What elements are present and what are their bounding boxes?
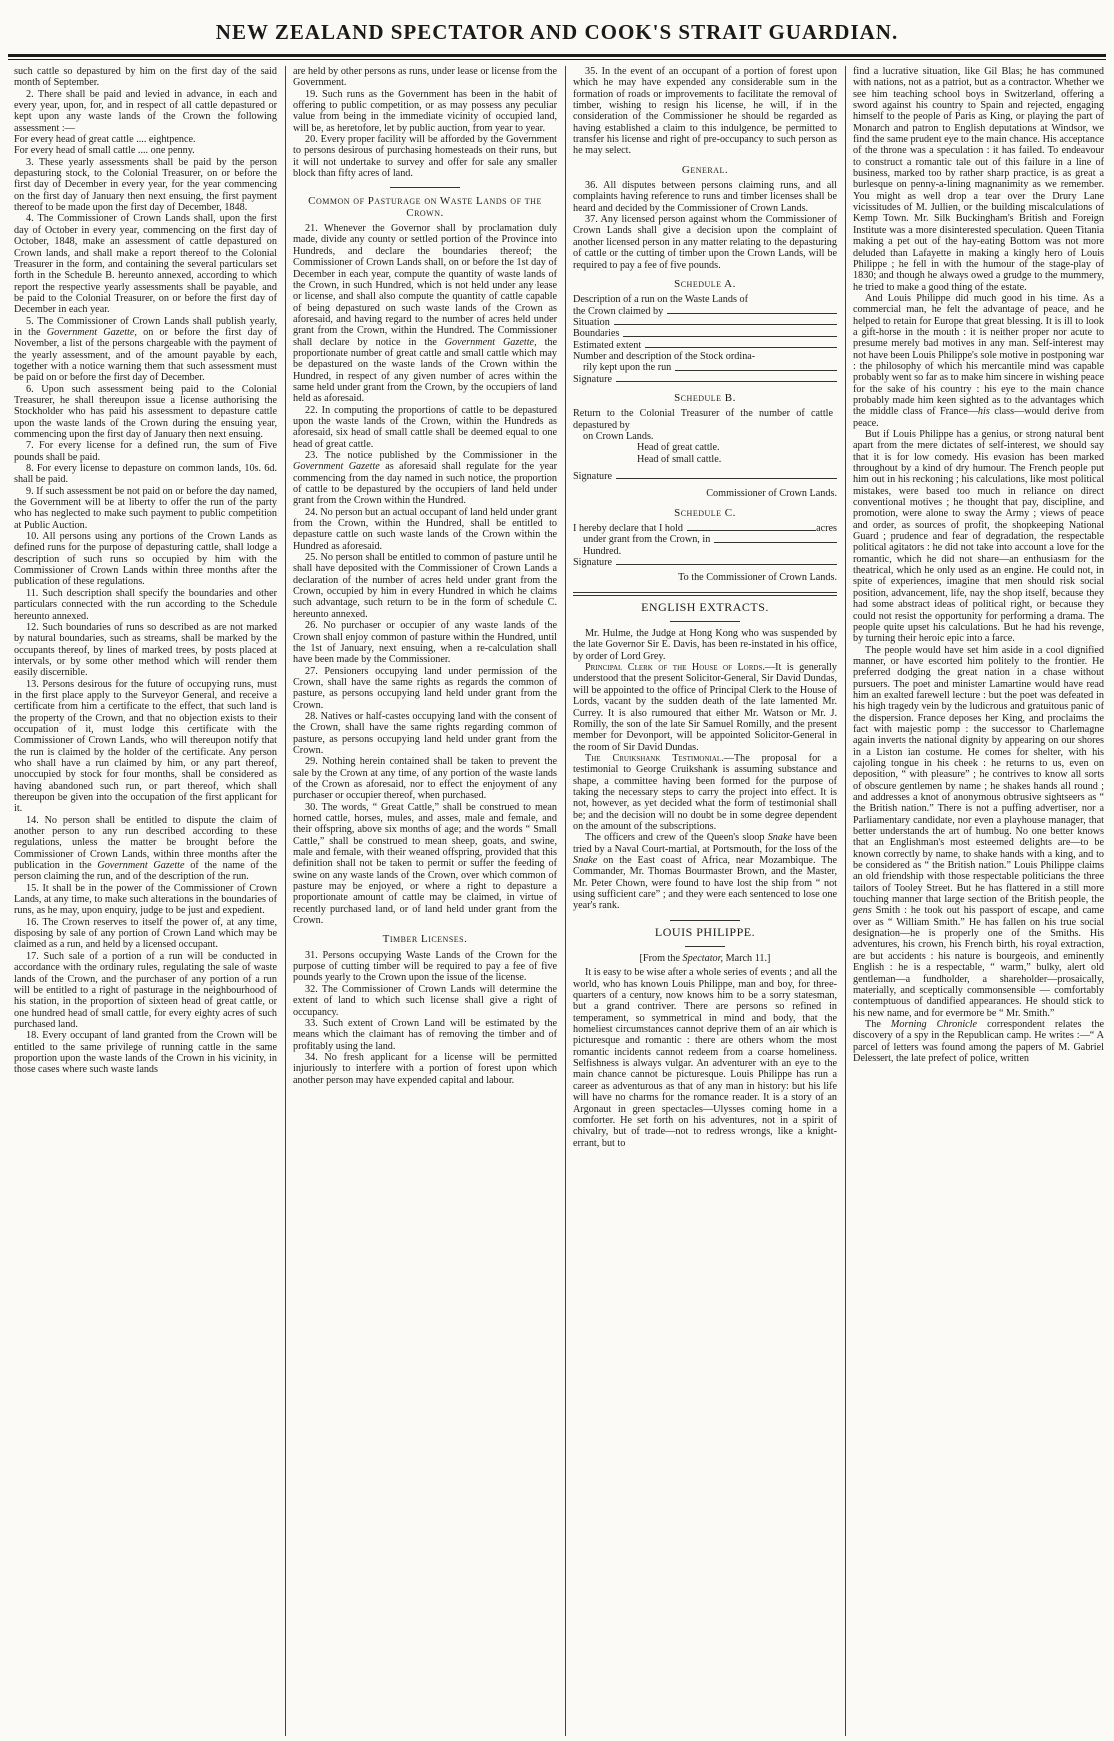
form-line [573,294,837,305]
form-label: Signature [573,373,613,385]
columns [14,66,1104,1736]
form-text: Hundred. [583,545,622,557]
masthead-rule-thick [8,54,1106,57]
form-text: on Crown Lands. [583,430,654,442]
section-heading: Timber Licenses. [382,933,468,946]
text: Smith : he took out his passport of escape, and came over as “ William Smith.” He has fallen on his true social designation—he is properly one of the Smiths. His adventures, his crown, his French birth, his royal extraction, are but accidents : his nature is bourgeois, and eminently English : he is a respectable, “ warm,” bulky, alert old gentleman—a fundholder, a shareholder—prosaically, materially, and sceptically commonsensible — comfortably contemptuous of dandified appearances. He should stick to his new name, and for evermore be “ Mr. Smith.” [853,905,1104,1019]
text: The officers and crew of the Queen's sloop [585,832,765,844]
form-text: Commissioner of Crown Lands. [706,488,837,500]
paragraph: 32. The Commissioner of Crown Lands will determine the extent of land to which such license shall give a right of occupancy. [293,983,557,1018]
paragraph: 31. Persons occupying Waste Lands of the Crown for the purpose of cutting timber will be required to pay a fee of five pounds yearly to the Crown upon the issue of the license. [293,949,557,984]
section-rule [670,920,740,921]
form-label: Signature [573,471,613,482]
column-1 [14,66,277,1736]
text: The people would have set him aside in a cool dignified manner, or have escorted him politely to the frontier. He preferred dodging the great nation in a chase without pursuers. The poet and minister Lamartine would have read him an exalted farewell lecture : but the poet was defeated in his high tragedy vein by the ludicrous and gratuitous panic of the dispersion. France deposes her King, and proclaims the fact with majestic pomp : the successor to Charlemagne again inverts the national dignity by appearing on our shores in a Liston ian costume. He comes for shelter, with his cajoling tongue in his cheek : he returns to us, even on deposition, “ with pleasure” ; he contrives to know all sorts of obscure gentlemen by name ; he shakes hands all round ; and addresses a knot of anonymous obtrusive sightseers as “ the British nation.” There is not a puffing advertiser, nor a Parliamentary candidate, nor even a playhouse manager, that better understands the art of humbug. No one better knows that an Englishman's most esteemed delights are—to be known correctly by name, to shake hands with a king, and to be considered as “ the British nation.” Louis Philippe claims an old friendship with those respectable politicians the three tailors of Tooley Street. But he has flattered in a still more touching manner that large section of the British people, the [853,644,1104,906]
paragraph: 2. There shall be paid and levied in advance, in each and every year, upon, for, and in respect of all cattle depastured or kept upon any waste lands of the Crown the following assessment :— [14,88,277,134]
paragraph [573,753,837,832]
form-label: Signature [573,557,613,569]
form-line [573,523,837,534]
paragraph: 6. Upon such assessment being paid to the Colonial Treasurer, he shall thereupon issue a license authorising the Stockholder who has paid his assessment to depasture cattle upon the waste lands of the Crown during the ensuing year, commencing upon the first day of January then next ensuing. [14,383,277,440]
form-line [573,408,837,431]
text: of the name of the person claiming the run, and of the description of the run. [14,860,277,883]
form-label: Return to the Colonial Treasurer of the number of cattle depastured by [573,408,833,431]
english-extracts-heading: ENGLISH EXTRACTS. [641,599,769,614]
text: as aforesaid shall regulate for the year commencing from the day named in such notice, the proportion of cattle to be depastured by the occupiers of land held under grant from the Crown within the Hundred. [293,461,557,507]
paragraph: 35. In the event of an occupant of a portion of forest upon which he may have expended any considerable sum in the formation of roads or improvements to facilitate the removal of timber, wishing to resign his license, he will, if in the consideration of the Commissioner he should be regarded as having established a claim to this indulgence, be permitted to transfer his license and right of pre-occupancy to such person as he may select. [573,66,837,157]
form-label: Description of a run on the Waste Lands of [573,294,748,306]
text: 14. No person shall be entitled to dispute the claim of another person to any run described according to these regulations, unless the matter be brought before the Commissioner of Crown Lands, within three months after the publication in the [14,814,277,872]
text: the proportionate number of great cattle and small cattle which may be depastured on the waste lands of the Crown within the Hundred, in respect of any given number of acres within the same held under grant from the Crown, by the occupiers of land held as aforesaid. [293,336,557,405]
paragraph: 16. The Crown reserves to itself the power of, at any time, disposing by sale of any portion of Crown Land which may be claimed as a run, and held by a licensed occupant. [14,916,277,951]
text: on the East coast of Africa, near Mozambique. The Commander, Mr. Thomas Bourmaster Brown, and the Master, Mr. Peter Chown, were found to have lost the ship from “ not using sufficient care” ; and they were each sentenced to lose one year's rank. [573,854,837,912]
form-line [573,328,837,339]
paragraph: find a lucrative situation, like Gil Blas; he has communed with nations, not as a patriot, but as a contractor. Whether we see him teaching school boys in Switzerland, offering a sword against his country to Spain and rejected, engaging himself to the people of Paris as King, or playing the part of Monarch and patron to English deputations at Windsor, we find the same prudent eye to the main chance. His acceptance of the throne was a speculation : it has failed. To endeavour to construct a romantic tale out of this failure in a line of business, marked too by rather sharp practice, is as great a burlesque on penny-a-lining magnanimity as we remember. You might as well drop a tear over the Drury Lane vicissitudes of M. Jullien, or the building miscalculations of Kemp Town. Mr. Silk Buckingham's British and Foreign Institute was a more disinterested speculation. Queen Titania making a pet out of the hay-eating Bottom was not more deluded than Lafayette in making a kingly hero of Louis Philippe ; he fell in with the humour of the stage-play of 1830; and though he always owed a grudge to the mummery, he tried to make a good thing of the estate. [853,66,1104,293]
paragraph: 15. It shall be in the power of the Commissioner of Crown Lands, at any time, to make such alterations in the boundaries of runs, as he may, upon enquiry, judge to be just and expedient. [14,882,277,917]
form-blank [645,340,837,348]
form-label: Boundaries [573,328,620,340]
paragraph [853,1019,1104,1064]
form-blank [616,557,837,565]
form-line [573,351,837,362]
text: correspondent relates the discovery of a spy in the Republican camp. He writes :—“ A parcel of letters was found among the papers of M. Gabriel Delessert, the late prefect of police, written [853,1018,1104,1064]
gazette-title: Government Gazette [97,860,185,872]
paragraph: 25. No person shall be entitled to common of pasture until he shall have deposited with the Commissioner of Crown Lands a declaration of the number of acres held under grant from the Crown, occupied by him in every Hundred in which he claims such advantage, such return to be in the form of schedule C. hereunto annexed. [293,552,557,620]
newspaper-title: NEW ZEALAND SPECTATOR AND COOK'S STRAIT GUARDIAN. [215,20,899,44]
paragraph [293,223,557,405]
paragraph: 4. The Commissioner of Crown Lands shall, upon the first day of October in every year, commencing on the first day of October, 1848, make an assessment of cattle depastured on Crown lands, and shall make a report thereof to the Colonial Treasurer in the form, and containing the several particulars set forth in the Schedule B. hereunto annexed, according to which report the respective yearly assessments shall be payable, and be paid to the Colonial Treasurer, on or before the first day of December in each year. [14,213,277,316]
form-blank [614,317,837,325]
form-label: acres [816,523,837,535]
schedule-a-heading: Schedule A. [674,277,736,290]
paragraph: 27. Pensioners occupying land under permission of the Crown, shall have the same rights as regards the common of pasture, as persons occupying land held under grant from the Crown. [293,665,557,711]
source-line [573,953,837,964]
form-line [573,340,837,351]
text: 21. Whenever the Governor shall by proclamation duly made, divide any county or settled portion of the Province into Hundreds, and declare the boundaries thereof; the Commissioner of Crown Lands shall, on or before the 1st day of December in each year, compute the quantity of waste lands of the Crown, in such Hundred, which is not held under any lease or license, and shall also compute the quantity of cattle capable of being depastured on such waste lands of the Crown as aforesaid, and having regard to the number of acres held under grant from the Crown, within the Hundred. The Commissioner shall declare by notice in the [293,223,557,348]
section-rule [685,946,725,947]
form-label: I hereby declare that I hold [573,523,684,535]
text: 5. The Commissioner of Crown Lands shall publish yearly, in the [14,315,277,338]
form-blank [616,471,837,479]
paragraph [853,645,1104,1019]
paragraph: are held by other persons as runs, under lease or license from the Government. [293,66,557,89]
louis-philippe-heading: LOUIS PHILIPPE. [654,924,756,939]
paragraph [14,316,277,384]
section-heading: Common of Pasturage on Waste Lands of the Crown. [308,195,542,219]
text: on or before the first day of November, a list of the persons chargeable with the payment of the yearly assessment, and of the amount payable by each, together with a notice warning them that such assessment must be paid on or before the first day of December. [14,326,277,384]
form-blank [616,374,837,382]
paragraph: But if Louis Philippe has a genius, or strong natural bent apart from the mere dictates of self-interest, we should say that it is for low comedy. His evasion has been marked throughout by a kind of dry humour. The French people put him out in his reckoning ; his calculations, like most political mistakes, were based too much in reliance on direct conventional motives ; he thought that pay, discipline, and promotion, were alone to sway the Army ; views of peace and order, as sources of profit, the shopkeeping National Guard ; prudence and fear of degradation, the respectable political agitators : he did not take into account a love for the romantic, which he did not share—an enthusiasm for the theatrical, which he only used as an engine. He could not, in spite of experiences, imagine that men should risk social position, advancement, life, nay the shop itself, because they had some abstract ideas of political right, or because they could not resist the opportunity for performing a drama. The people quite upset his calculations. But he had his revenge, by turning their heroic epic into a farce. [853,429,1104,645]
form-label: rily kept upon the run [583,362,672,374]
text: And Louis Philippe did much good in his time. As a commercial man, he felt the advantage of peace, and he helped to retain for Europe that great blessing. It is ill to look a gift-horse in the mouth : it is neither proper nor acute to presume merely bad motives in any man. Self-interest may not have been Louis Philippe's sole motive in postponing war : the philosophy of which his mercantile mind was capable probably went so far as to make him sincere in wishing peace for the sake of his country : his eye to the main chance probably made him keen sighted as to the advantages which the middle class of France— [853,292,1104,418]
paragraph: 18. Every occupant of land granted from the Crown will be entitled to the same privilege of running cattle in the same proportion upon the waste lands of the Crown in his vicinity, in those cases where such waste lands [14,1030,277,1076]
form-line [573,374,837,385]
run-in-head: The Cruikshank Testimonial. [585,752,724,764]
paragraph: 9. If such assessment be not paid on or before the day named, the Government will be at liberty to offer the run of the party who has neglected to make such payment to public competition at Public Auction. [14,485,277,531]
paragraph: 8. For every license to depasture on common lands, 10s. 6d. shall be paid. [14,463,277,486]
paragraph: 7. For every license for a defined run, the sum of Five pounds shall be paid. [14,440,277,463]
column-4 [853,66,1104,1736]
paragraph: 20. Every proper facility will be afforded by the Government to persons desirous of purchasing homesteads on their runs, but it will not undertake to survey and offer for sale any smaller block than fifty acres of land. [293,134,557,180]
form-line [573,306,837,317]
form-label: Situation [573,316,610,328]
paragraph: 11. Such description shall specify the boundaries and other particulars connected with the run according to the Schedule hereunto annexed. [14,587,277,622]
paragraph: 34. No fresh applicant for a license will be permitted injuriously to interfere with a portion of forest upon which another person may have expended capital and labour. [293,1051,557,1086]
paragraph: 22. In computing the proportions of cattle to be depastured upon the waste lands of the Crown, within the Hundreds as aforesaid, six head of small cattle shall be deemed equal to one head of great cattle. [293,404,557,450]
form-line [573,557,837,568]
form-text: To the Commissioner of Crown Lands. [678,572,837,584]
column-3 [573,66,837,1736]
masthead [0,0,1114,58]
schedule-b-heading: Schedule B. [674,391,736,404]
paragraph: 28. Natives or half-castes occupying land with the consent of the Crown, shall have the same rights regarding common of pasture, as persons occupying land held under grant from the Crown. [293,710,557,756]
emphasis: his [977,406,990,418]
paragraph: 36. All disputes between persons claiming runs, and all complaints having reference to runs and timber licenses shall be heard and decided by the Commissioner of Crown Lands. [573,180,837,214]
paragraph [14,815,277,883]
schedule-c-heading: Schedule C. [674,506,736,519]
gazette-title: Government Gazette [293,461,380,473]
paragraph: 37. Any licensed person against whom the Commissioner of Crown Lands shall give a decision upon the complaint of another licensed person in any matter relating to the depasturing of cattle or the cutting of timber upon the Crown Lands, will be required to pay a fee of five pounds. [573,214,837,271]
text: The [865,1018,881,1030]
paragraph: 3. These yearly assessments shall be paid by the person depasturing stock, to the Colonial Treasurer, on or before the first day of December in every year, for the year commencing on the first day of January then next ensuing, the first payment thereof to be made upon the first day of December, 1848. [14,156,277,214]
publication-name: Morning Chronicle [890,1018,978,1030]
form-blank [675,362,837,370]
ship-name: Snake [573,854,598,866]
form-line [573,362,837,373]
rate-line: For every head of great cattle .... eightpence. [14,134,196,146]
text: —It is generally understood that the present Solicitor-General, Sir David Dundas, will be appointed to the office of Principal Clerk to the House of Lords, vacant by the sudden death of the late lamented Mr. Currey. It is also rumoured that either Mr. Watson or Mr. J. Romilly, the son of the late Sir Samuel Romilly, and the present member for Devonport, will be appointed Solicitor-General in the room of Sir David Dundas. [573,662,837,753]
form-text: Head of small cattle. [637,453,722,465]
ship-name: Snake [767,832,793,844]
paragraph: 33. Such extent of Crown Land will be estimated by the means which the claimant has of removing the timber and of profitably using the land. [293,1017,557,1052]
paragraph: 12. Such boundaries of runs so described as are not marked by natural boundaries, such as streams, shall be marked by the occupants thereof, by lines of marked trees, by posts placed at intervals, or by some other method which will render them easily discernible. [14,621,277,679]
form-label: under grant from the Crown, in [583,534,711,546]
paragraph: 17. Such sale of a portion of a run will be conducted in accordance with the ordinary rules, regulating the sale of waste lands of the Crown, and the purchaser of any portion of a run will be entitled to a right of pasturage in the neighbourhood of his station, in the proportion of sixteen head of great cattle, or one hundred head of small cattle, for every eighty acres of such purchased land. [14,950,277,1030]
column-2 [293,66,557,1736]
form-text: Head of great cattle. [637,442,720,454]
paragraph [853,293,1104,429]
section-heading: General. [681,163,729,176]
form-blank [623,328,837,336]
paragraph: It is easy to be wise after a whole series of events ; and all the world, who has known Louis Philippe, man and boy, for three-quarters of a century, now knows him to be a sorry statesman, but a grand contriver. There are persons so refined in temperament, so symmetrical in mind and body, that the homeliest circumstances cannot deprive them of an air which is picturesque and romantic : there are others whom the most romantic incidents cannot redeem from a coarse homeliness. Selfishness is always vulgar. An adventurer with an eye to the main chance cannot be picturesque. Louis Philippe has run a career as adventurous as that of any man in history: but his life will have no charms for the romance reader. It is a story of an Argonaut in green spectacles—Ulysses coming home in a comforter. He set forth on his adventures, not in a spirit of chivalry, but of trade—not to redress wrongs, like a knight-errant, but to [573,967,837,1149]
paragraph [573,832,837,911]
paragraph [293,450,557,507]
text: —The proposal for a testimonial to George Cruikshank is assuming substance and shape, a committee having been formed for the purpose of taking the necessary steps to carry the project into effect. It is not, however, as yet decided what the form of testimonial shall be; and the decision will no doubt be in some degree dependent on the amount of the subscriptions. [573,752,837,832]
paragraph: 19. Such runs as the Government has been in the habit of offering to public competition, or as may possess any peculiar value from being in the immediate vicinity of occupied land, will be, as heretofore, let by public auction, from year to year. [293,88,557,134]
emphasis: gens [853,905,872,917]
text: have been tried by a Naval Court-martial, at Portsmouth, for the loss of the [573,832,837,855]
paragraph: 29. Nothing herein contained shall be taken to prevent the sale by the Crown at any time, of any portion of the waste lands of the Crown as aforesaid, nor to effect the enjoyment of any purchaser or occupier thereof, when purchased. [293,756,557,802]
gazette-title: Government Gazette, [46,326,137,338]
paragraph: 10. All persons using any portions of the Crown Lands as defined runs for the purpose of depasturing cattle, shall lodge a description of such runs so occupied by him with the Commissioner of Crown Lands within three months after the publication of these regulations. [14,531,277,588]
paragraph: 30. The words, “ Great Cattle,” shall be construed to mean horned cattle, horses, mules, and asses, male and female, and their offspring, above six months of age; and the words “ Small Cattle,” shall be construed to mean sheep, goats, and swine, male and female, with their weaned offspring, provided that this definition shall not be taken to permit or suffer the feeding of swine on any waste lands of the Crown, over which common of pasture may be enjoyed, or where a right to depasture a proportionate amount of cattle may be claimed, in virtue of recently purchased land, or of land held under grant from the Crown. [293,801,557,927]
form-blank [687,523,816,531]
form-line [573,471,837,482]
form-line [573,534,837,545]
form-blank [667,306,837,314]
form-label: the Crown claimed by [573,305,664,317]
form-blank [714,534,837,542]
masthead-rule-thin [8,59,1106,60]
gazette-title: Government Gazette, [444,336,537,348]
text: 23. The notice published by the Commissioner in the [305,450,557,461]
section-rule [573,592,837,596]
paragraph [573,662,837,753]
paragraph: such cattle so depastured by him on the first day of the said month of September. [14,66,277,89]
text: class—would derive from peace. [853,406,1104,429]
form-label: Estimated extent [573,339,642,351]
paragraph: 24. No person but an actual occupant of land held under grant from the Crown, within the Hundred, shall be entitled to depasture cattle on such waste lands of the Crown within the Hundred as aforesaid. [293,506,557,552]
paragraph: 13. Persons desirous for the future of occupying runs, must in the first place apply to the Surveyor General, and receive a certificate from him a certificate to the effect, that such land is the property of the Crown, and that no objection exists to their occupation of it, must lodge this certificate with the Commissioner of Crown Lands, who will thereupon notify that the run is claimed by the holder of the certificate. Any person who shall have a run claimed by him, or any part thereof, unoccupied by stock for four months, shall be considered as having abandoned such run, or part thereof, which shall thereupon be given into the occupation of the first applicant for it. [14,678,277,815]
run-in-head: Principal Clerk of the House of Lords. [585,662,765,674]
form-line [573,317,837,328]
form-label: Number and description of the Stock ordina- [573,350,756,362]
paragraph: 26. No purchaser or occupier of any waste lands of the Crown shall enjoy common of pasture within the Hundred, until the 1st of January, next ensuing, when a re-calculation shall have been made by the Commissioner. [293,620,557,666]
rate-line: For every head of small cattle .... one penny. [14,145,195,157]
publication-name: Spectator, [682,953,724,965]
text: [From the [639,953,680,965]
text: March 11.] [725,953,771,965]
section-rule [390,187,460,188]
paragraph: Mr. Hulme, the Judge at Hong Kong who was suspended by the late Governor Sir E. Davis, has been re-instated in his office, by order of Lord Grey. [573,628,837,662]
section-rule [670,621,740,622]
